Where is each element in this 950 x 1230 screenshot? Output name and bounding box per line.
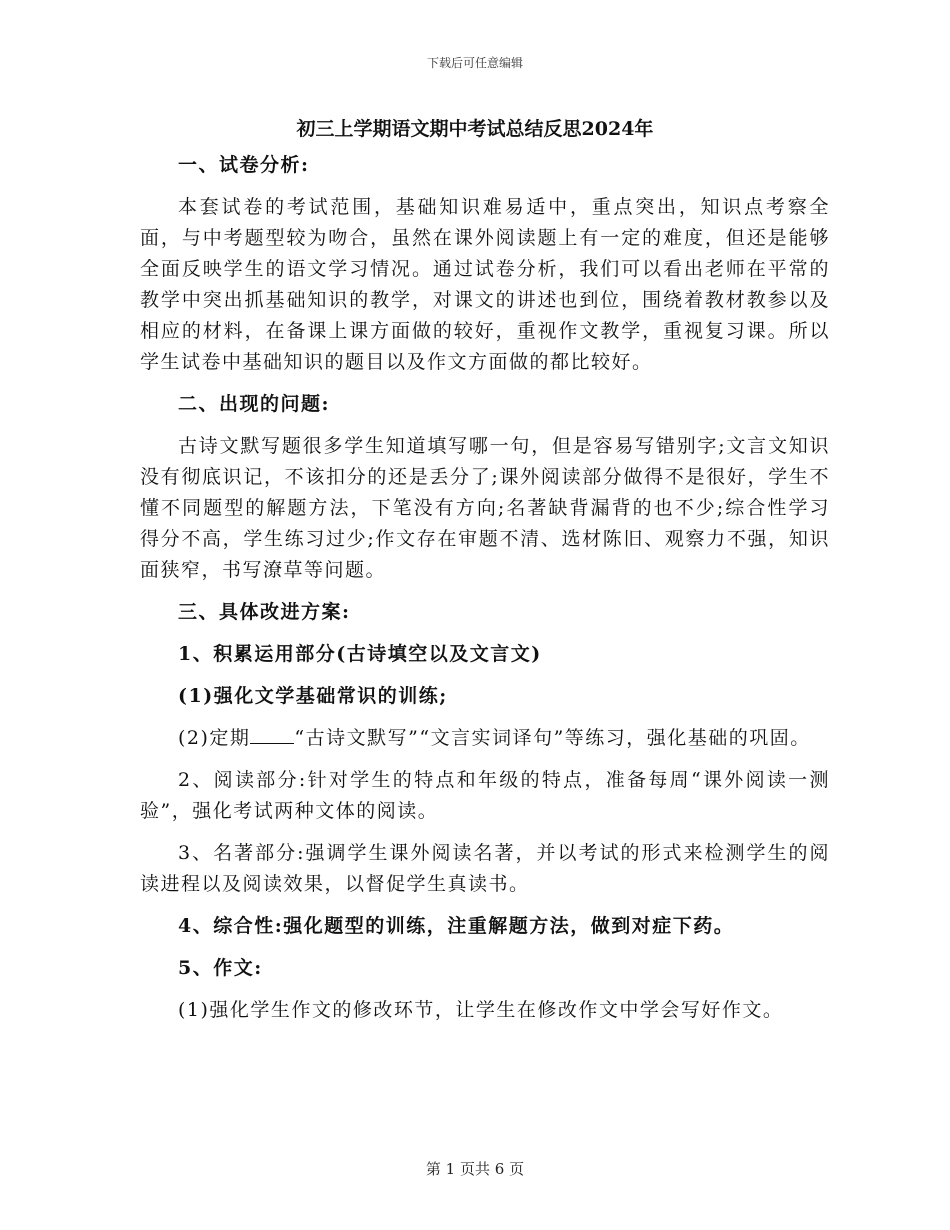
section-3-item-1-sub-2 (140, 723, 830, 754)
section-1-heading: 一、试卷分析: (178, 154, 310, 176)
page-number: 第 1 页共 6 页 (425, 1160, 525, 1178)
document-body (140, 150, 830, 1037)
section-3-item-1-sub-1: (1)强化文学基础常识的训练; (178, 685, 448, 707)
section-2-paragraph: 古诗文默写题很多学生知道填写哪一句，但是容易写错别字;文言文知识没有彻底识记，不该扣分的还是丢分了;课外阅读部分做得不是很好，学生不懂不同题型的解题方法，下笔没有方向;名著缺背漏背的也不少;综合性学习得分不高，学生练习过少;作文存在审题不清、选材陈旧、观察力不强，知识面狭窄，书写潦草等问题。 (140, 435, 830, 581)
section-3-item-4: 4、综合性:强化题型的训练，注重解题方法，做到对症下药。 (178, 915, 735, 937)
section-3-item-5-sub-1: (1)强化学生作文的修改环节，让学生在修改作文中学会写好作文。 (178, 999, 784, 1021)
header-note: 下载后可任意编辑 (426, 56, 523, 70)
section-3-item-3: 3、名著部分:强调学生课外阅读名著，并以考试的形式来检测学生的阅读进程以及阅读效果，以督促学生真读书。 (140, 842, 830, 895)
section-3-item-1: 1、积累运用部分(古诗填空以及文言文) (178, 643, 542, 665)
blank-underline (250, 725, 294, 744)
document-title: 初三上学期语文期中考试总结反思2024年 (296, 118, 654, 140)
section-3-item-2: 2、阅读部分:针对学生的特点和年级的特点，准备每周“课外阅读一测验”，强化考试两种文体的阅读。 (140, 769, 830, 822)
sub-2-prefix: (2)定期 (178, 727, 251, 749)
section-1-paragraph: 本套试卷的考试范围，基础知识难易适中，重点突出，知识点考察全面，与中考题型较为吻合，虽然在课外阅读题上有一定的难度，但还是能够全面反映学生的语文学习情况。通过试卷分析，我们可以看出老师在平常的教学中突出抓基础知识的教学，对课文的讲述也到位，围绕着教材教参以及相应的材料，在备课上课方面做的较好，重视作文教学，重视复习课。所以学生试卷中基础知识的题目以及作文方面做的都比较好。 (140, 196, 830, 373)
sub-2-text: “古诗文默写”“文言实词译句”等练习，强化基础的巩固。 (294, 727, 811, 749)
section-2-heading: 二、出现的问题: (178, 393, 331, 415)
section-3-heading: 三、具体改进方案: (178, 601, 351, 623)
section-3-item-5: 5、作文: (178, 957, 263, 979)
